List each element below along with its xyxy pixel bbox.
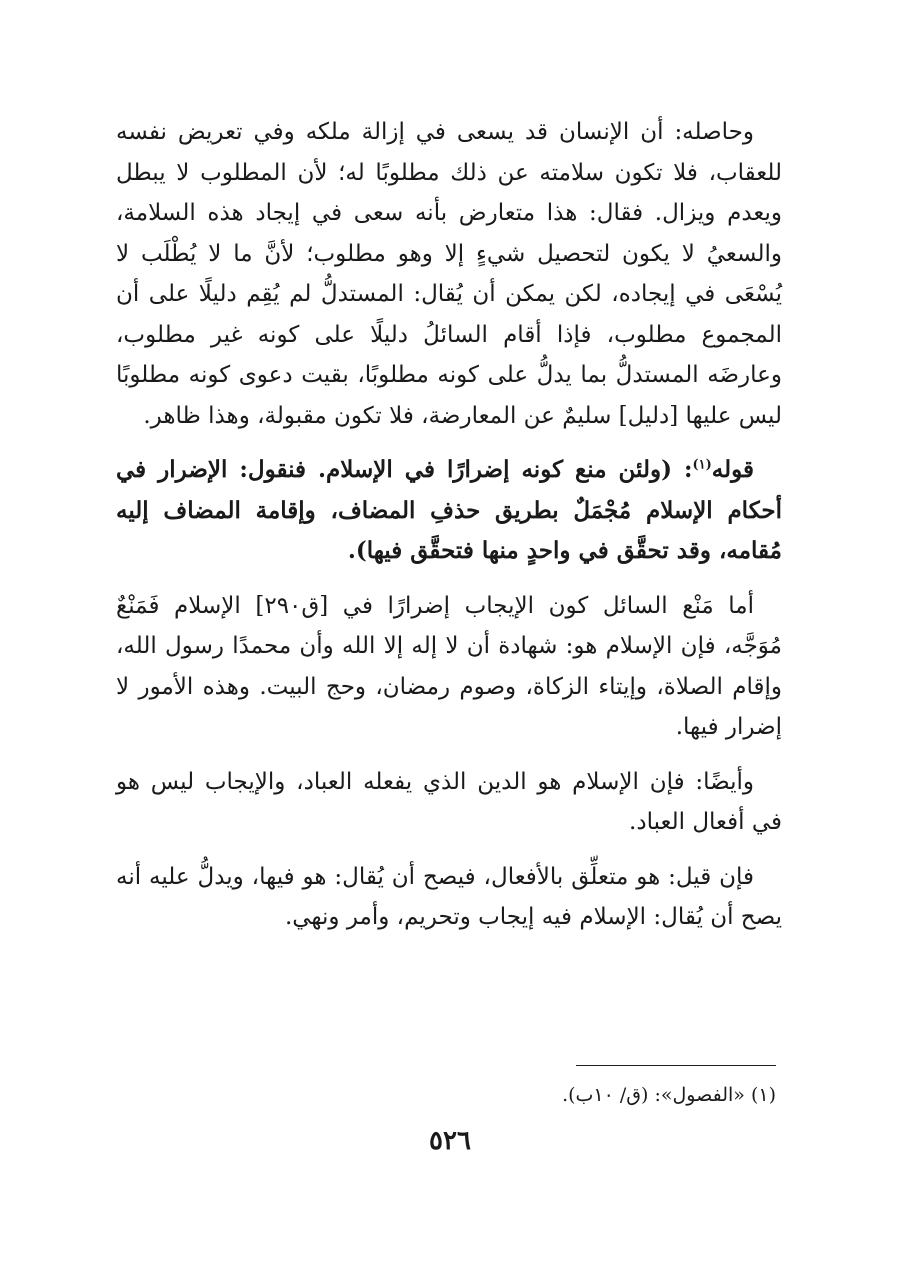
quote-text: : (ولئن منع كونه إضرارًا في الإسلام. فنقول: الإضرار في أحكام الإسلام مُجْمَلٌ بطريق حذفِ المضاف، وإقامة المضاف إليه مُقامه، وقد تحقَّق في واحدٍ منها فتحقَّق فيها). [116, 456, 782, 564]
paragraph-quoted-statement [116, 450, 782, 572]
paragraph-summary: وحاصله: أن الإنسان قد يسعى في إزالة ملكه وفي تعريض نفسه للعقاب، فلا تكون سلامته عن ذلك مطلوبًا له؛ لأن المطلوب لا يبطل ويعدم ويزال. فقال: هذا متعارض بأنه سعى في إيجاد هذه السلامة، والسعيُ لا يكون لتحصيل شيءٍ إلا وهو مطلوب؛ لأنَّ ما لا يُطْلَب لا يُسْعَى في إيجاده، لكن يمكن أن يُقال: المستدلُّ لم يُقِم دليلًا على أن المجموع مطلوب، فإذا أقام السائلُ دليلًا على كونه غير مطلوب، وعارضَه المستدلُّ بما يدلُّ على كونه مطلوبًا، بقيت دعوى كونه مطلوبًا ليس عليها [دليل] سليمٌ عن المعارضة، فلا تكون مقبولة، وهذا ظاهر. [116, 119, 782, 429]
footnote-divider [576, 1065, 776, 1066]
paragraph-response: أما مَنْع السائل كون الإيجاب إضرارًا في [ق٢٩٠] الإسلام فَمَنْعٌ مُوَجَّه، فإن الإسلام هو: شهادة أن لا إله إلا الله وأن محمدًا رسول الله، وإقام الصلاة، وإيتاء الزكاة، وصوم رمضان، وحج البيت. وهذه الأمور لا إضرار فيها. [116, 592, 782, 740]
paragraph-additionally: وأيضًا: فإن الإسلام هو الدين الذي يفعله العباد، والإيجاب ليس هو في أفعال العباد. [116, 768, 782, 835]
quote-lead: قوله [711, 456, 754, 483]
page-number: ٥٢٦ [429, 1126, 471, 1156]
footnote: (١) «الفصول»: (ق/ ١٠ب). [562, 1084, 776, 1106]
main-text [116, 112, 782, 938]
paragraph-objection: فإن قيل: هو متعلِّق بالأفعال، فيصح أن يُقال: هو فيها، ويدلُّ عليه أنه يصح أن يُقال: الإسلام فيه إيجاب وتحريم، وأمر ونهي. [116, 863, 782, 930]
footnote-marker[interactable]: (١) [692, 457, 712, 473]
